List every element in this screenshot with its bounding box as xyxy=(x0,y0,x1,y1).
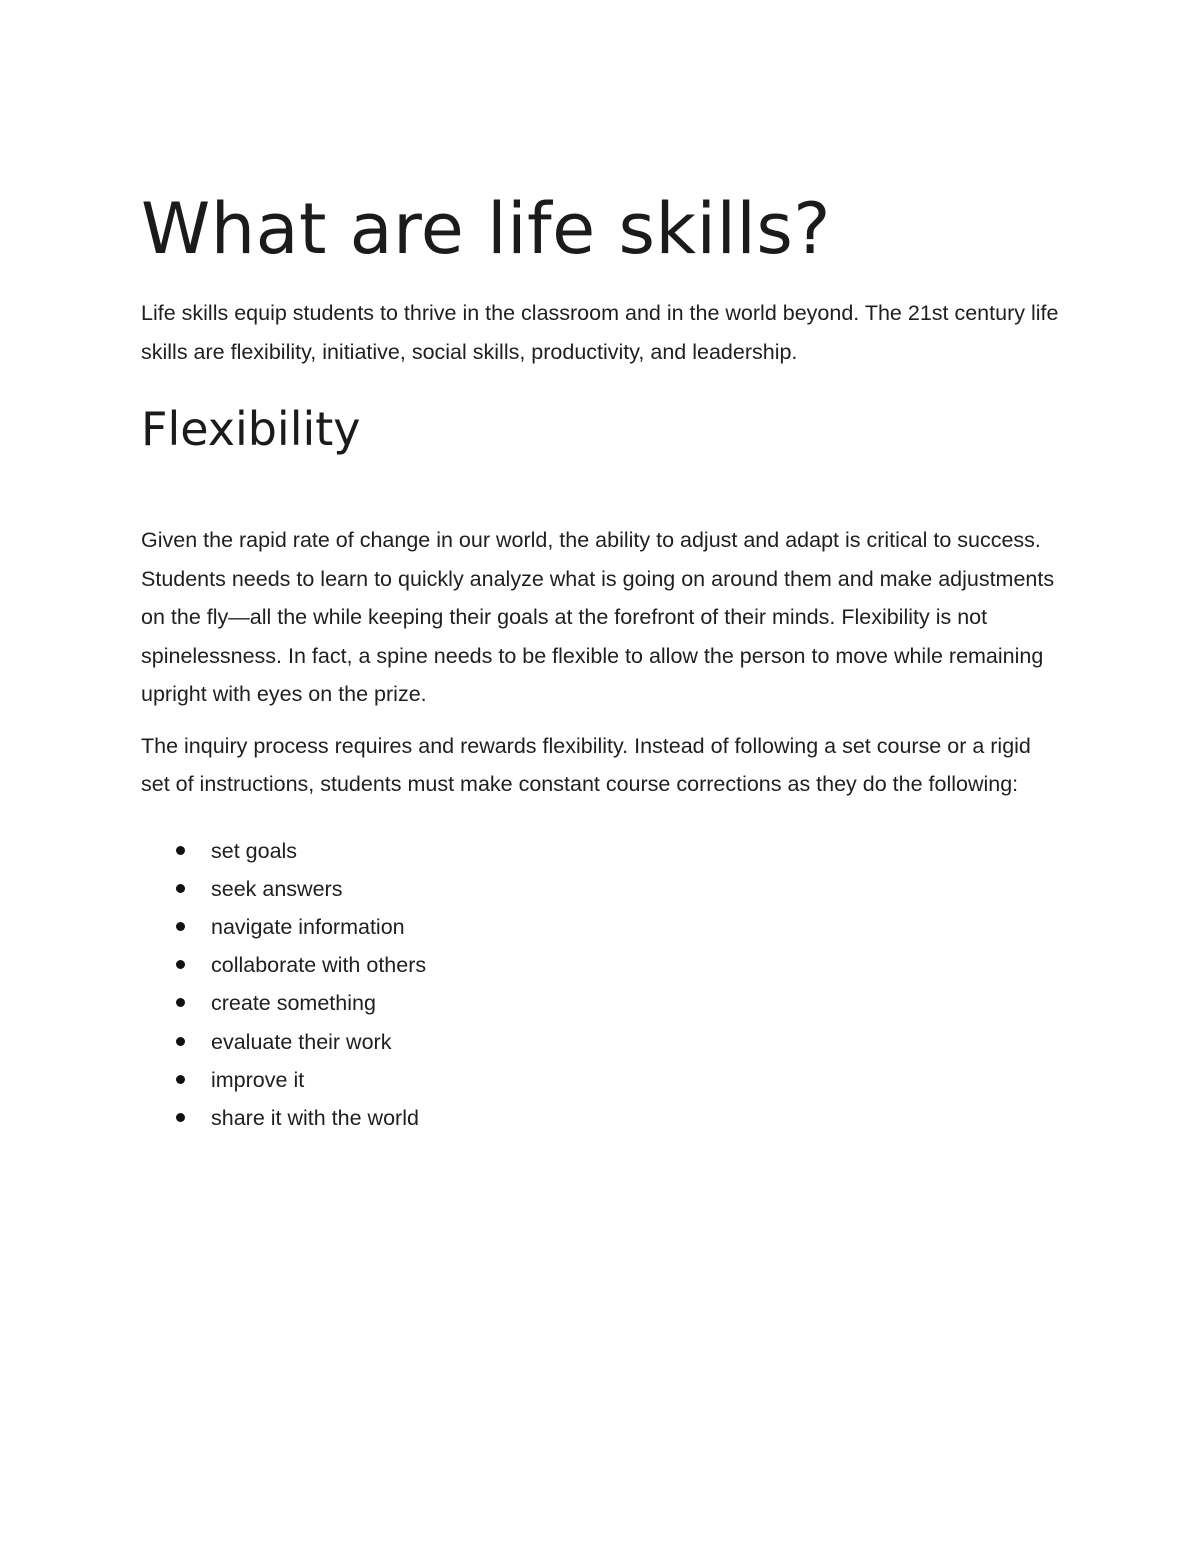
bullet-icon xyxy=(176,884,185,893)
list-item xyxy=(141,870,1061,908)
body-paragraph: The inquiry process requires and rewards flexibility. Instead of following a set course or a rigid set of instructions, students must make constant course corrections as they do the following: xyxy=(141,733,1031,796)
bullet-icon xyxy=(176,1037,185,1046)
list-item-text: navigate information xyxy=(211,914,405,939)
list-item xyxy=(141,1023,1061,1061)
list-item-text: create something xyxy=(211,991,376,1016)
list-item-text: improve it xyxy=(211,1067,305,1092)
section-heading-flexibility: Flexibility xyxy=(141,402,361,456)
list-item xyxy=(141,984,1061,1022)
list-item xyxy=(141,908,1061,946)
intro-paragraph: Life skills equip students to thrive in the classroom and in the world beyond. The 21st century life skills are flexibility, initiative, social skills, productivity, and leadership. xyxy=(141,301,1059,364)
list-item xyxy=(141,832,1061,870)
bullet-icon xyxy=(176,1075,185,1084)
bullet-icon xyxy=(176,998,185,1007)
body-paragraph: Given the rapid rate of change in our world, the ability to adjust and adapt is critical to success. Students needs to learn to quickly analyze what is going on around them and make adjustments on the fly—all the while keeping their goals at the forefront of their minds. Flexibility is not spinelessness. In fact, a spine needs to be flexible to allow the person to move while remaining upright with eyes on the prize. xyxy=(141,528,1055,706)
list-item xyxy=(141,1061,1061,1099)
list-item-text: collaborate with others xyxy=(211,953,427,978)
bullet-icon xyxy=(176,960,185,969)
list-item-text: set goals xyxy=(211,838,298,863)
bullet-icon xyxy=(176,846,185,855)
bullet-icon xyxy=(176,922,185,931)
list-item-text: seek answers xyxy=(211,876,343,901)
list-item xyxy=(141,1099,1061,1137)
list-item-text: share it with the world xyxy=(211,1105,419,1130)
bullet-list xyxy=(141,832,1061,1138)
list-item xyxy=(141,946,1061,984)
page-title: What are life skills? xyxy=(141,188,831,270)
list-item-text: evaluate their work xyxy=(211,1029,392,1054)
document-content xyxy=(141,187,1061,1137)
bullet-icon xyxy=(176,1113,185,1122)
